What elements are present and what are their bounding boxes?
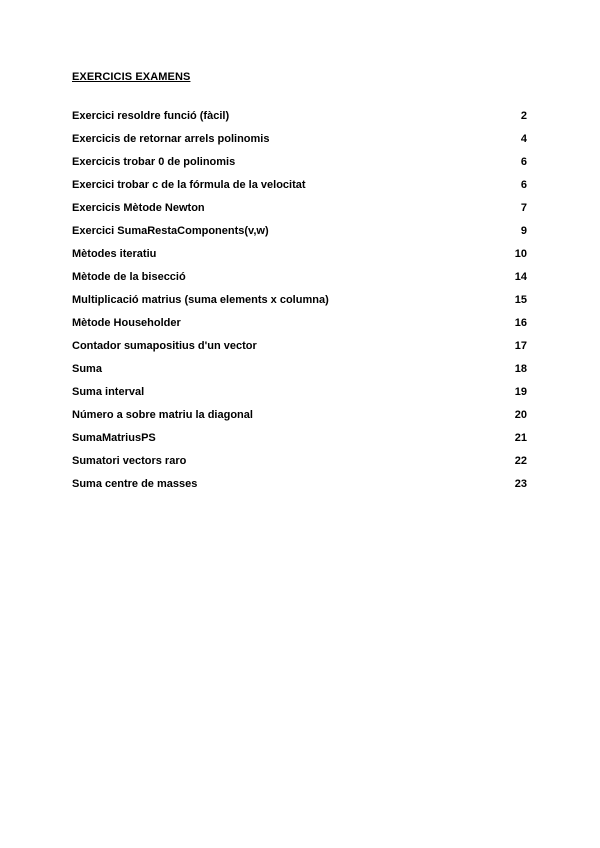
toc-entry-label: Suma interval [72, 385, 145, 398]
toc-entry-label: Exercici trobar c de la fórmula de la velocitat [72, 178, 306, 191]
toc-entry-label: SumaMatriusPS [72, 431, 156, 444]
toc-entry[interactable] [72, 357, 527, 380]
toc-entry[interactable] [72, 380, 527, 403]
toc-entry-page-number: 6 [520, 155, 527, 168]
toc-entry[interactable] [72, 288, 527, 311]
toc-entry-label: Contador sumapositius d'un vector [72, 339, 257, 352]
toc-entry-label: Suma centre de masses [72, 477, 198, 490]
toc-entry-page-number: 18 [514, 362, 527, 375]
toc-entry-label: Multiplicació matrius (suma elements x columna) [72, 293, 329, 306]
toc-entry-page-number: 21 [514, 431, 527, 444]
toc-entry[interactable] [72, 242, 527, 265]
toc-entry[interactable] [72, 426, 527, 449]
toc-entry-label: Sumatori vectors raro [72, 454, 187, 467]
toc-entry[interactable] [72, 150, 527, 173]
toc-entry-page-number: 9 [520, 224, 527, 237]
toc-entry-page-number: 6 [520, 178, 527, 191]
toc-entry-label: Exercicis de retornar arrels polinomis [72, 132, 270, 145]
toc-entry[interactable] [72, 196, 527, 219]
toc-entry-label: Mètode Householder [72, 316, 181, 329]
toc-entry[interactable] [72, 334, 527, 357]
toc-entry-label: Número a sobre matriu la diagonal [72, 408, 253, 421]
toc-entry-page-number: 10 [514, 247, 527, 260]
table-of-contents [72, 104, 527, 495]
toc-title: EXERCICIS EXAMENS [72, 71, 191, 83]
toc-entry-page-number: 7 [520, 201, 527, 214]
toc-entry[interactable] [72, 104, 527, 127]
toc-entry-page-number: 23 [514, 477, 527, 490]
toc-entry-page-number: 17 [514, 339, 527, 352]
toc-entry-label: Mètodes iteratiu [72, 247, 157, 260]
toc-entry-label: Exercicis Mètode Newton [72, 201, 205, 214]
toc-entry[interactable] [72, 265, 527, 288]
toc-entry[interactable] [72, 311, 527, 334]
toc-entry[interactable] [72, 449, 527, 472]
toc-entry-page-number: 4 [520, 132, 527, 145]
toc-entry-label: Exercicis trobar 0 de polinomis [72, 155, 236, 168]
toc-entry-label: Exercici SumaRestaComponents(v,w) [72, 224, 269, 237]
toc-entry-label: Mètode de la bisecció [72, 270, 186, 283]
toc-entry[interactable] [72, 219, 527, 242]
toc-entry-label: Exercici resoldre funció (fàcil) [72, 109, 230, 122]
toc-entry[interactable] [72, 403, 527, 426]
toc-entry[interactable] [72, 472, 527, 495]
toc-entry-page-number: 16 [514, 316, 527, 329]
toc-entry-page-number: 14 [514, 270, 527, 283]
toc-entry-page-number: 20 [514, 408, 527, 421]
toc-entry[interactable] [72, 127, 527, 150]
toc-entry-label: Suma [72, 362, 102, 375]
toc-entry-page-number: 2 [520, 109, 527, 122]
toc-entry-page-number: 19 [514, 385, 527, 398]
toc-entry-page-number: 15 [514, 293, 527, 306]
toc-entry-page-number: 22 [514, 454, 527, 467]
toc-entry[interactable] [72, 173, 527, 196]
